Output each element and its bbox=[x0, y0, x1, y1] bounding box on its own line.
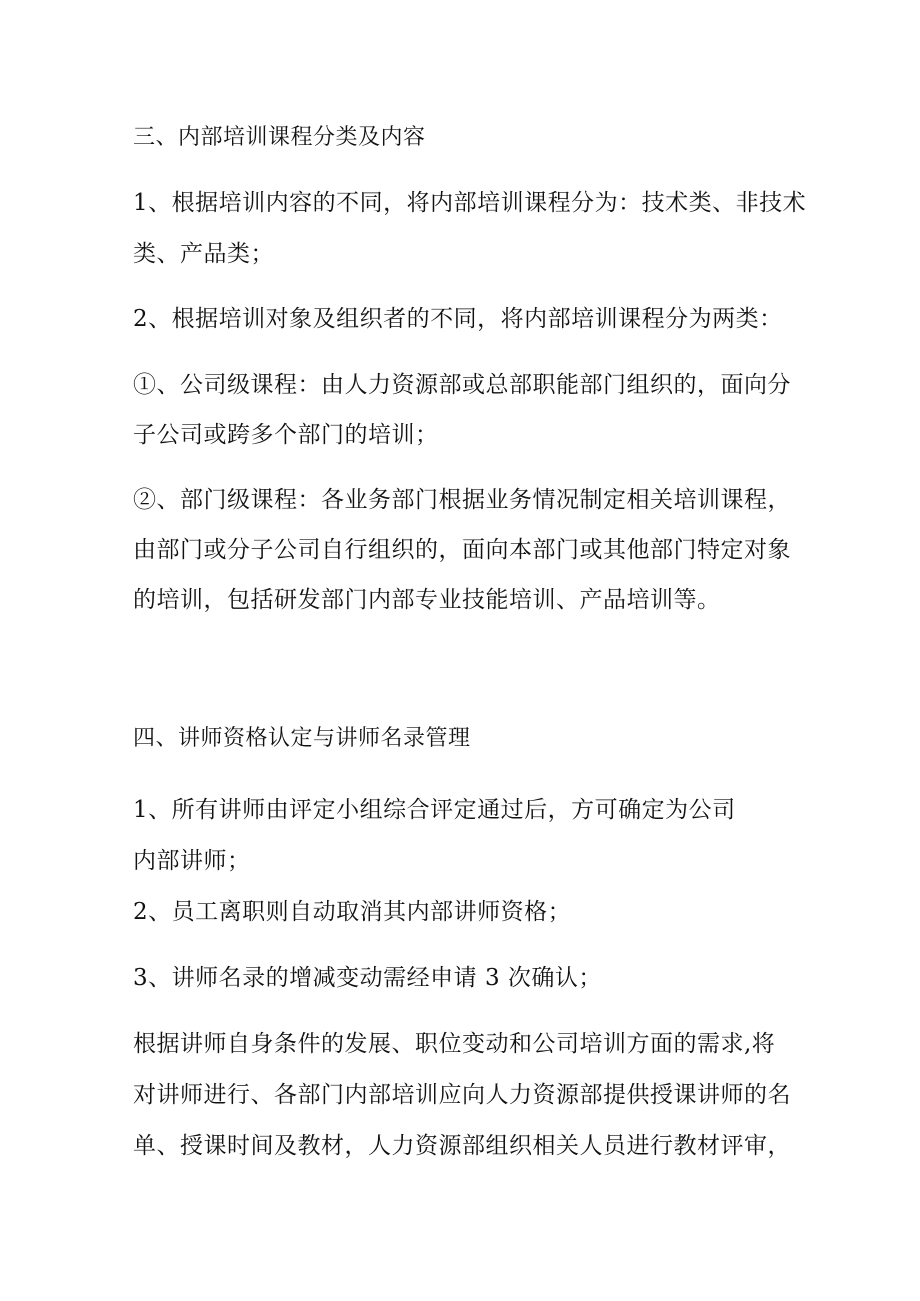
section-3-sub-2-line-1: ②、部门级课程：各业务部门根据业务情况制定相关培训课程， bbox=[133, 487, 791, 513]
section-3-sub-1-line-1: ①、公司级课程：由人力资源部或总部职能部门组织的，面向分 bbox=[133, 372, 791, 398]
section-4-heading: 四、讲师资格认定与讲师名录管理 bbox=[133, 726, 471, 751]
section-3-item-1-line-1: 1、根据培训内容的不同，将内部培训课程分为：技术类、非技术 bbox=[133, 190, 807, 216]
section-3-sub-2-line-3: 的培训，包括研发部门内部专业技能培训、产品培训等。 bbox=[133, 587, 721, 613]
section-4-item-1-line-2: 内部讲师； bbox=[133, 848, 251, 874]
section-4-para-line-3: 单、授课时间及教材，人力资源部组织相关人员进行教材评审， bbox=[133, 1133, 791, 1159]
section-3-item-2-line-1: 2、根据培训对象及组织者的不同，将内部培训课程分为两类： bbox=[133, 306, 783, 332]
section-3-sub-1-line-2: 子公司或跨多个部门的培训； bbox=[133, 422, 439, 448]
section-4-item-1-line-1: 1、所有讲师由评定小组综合评定通过后，方可确定为公司 bbox=[133, 797, 736, 823]
section-3-sub-2-line-2: 由部门或分子公司自行组织的，面向本部门或其他部门特定对象 bbox=[133, 537, 791, 563]
section-3-item-1-line-2: 类、产品类； bbox=[133, 241, 274, 267]
section-4-item-2-line-1: 2、员工离职则自动取消其内部讲师资格； bbox=[133, 899, 572, 925]
section-4-item-3-line-1: 3、讲师名录的增减变动需经申请 3 次确认； bbox=[133, 965, 602, 991]
section-3-heading: 三、内部培训课程分类及内容 bbox=[133, 125, 426, 150]
section-4-para-line-1: 根据讲师自身条件的发展、职位变动和公司培训方面的需求,将 bbox=[133, 1031, 776, 1057]
section-4-para-line-2: 对讲师进行、各部门内部培训应向人力资源部提供授课讲师的名 bbox=[133, 1082, 791, 1108]
